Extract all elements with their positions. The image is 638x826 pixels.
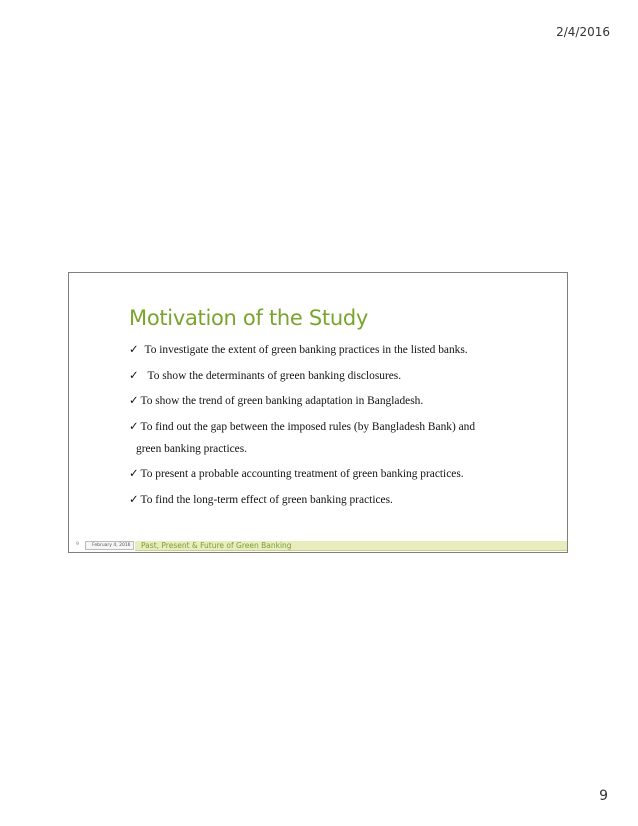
page-number: 9 — [599, 788, 608, 804]
bullet-text: To present a probable accounting treatment of green banking practices. — [140, 468, 464, 480]
bullet-item — [129, 369, 549, 384]
bullet-item — [129, 394, 549, 409]
slide-footer-title: Past, Present & Future of Green Banking — [135, 541, 567, 551]
bullet-item — [129, 467, 549, 482]
bullet-text-continuation: green banking practices. — [136, 442, 248, 455]
bullet-item — [129, 493, 549, 508]
page-date: 2/4/2016 — [556, 25, 610, 39]
bullet-text: To investigate the extent of green banking practices in the listed banks. — [144, 344, 468, 356]
checkmark-icon: ✓ — [129, 468, 139, 480]
slide-title: Motivation of the Study — [129, 306, 369, 330]
checkmark-icon: ✓ — [129, 344, 139, 356]
checkmark-icon: ✓ — [129, 493, 139, 506]
bullet-text: To show the determinants of green banking disclosures. — [147, 369, 402, 382]
slide-footer — [69, 541, 567, 552]
slide-footer-number: 9 — [76, 542, 79, 547]
checkmark-icon: ✓ — [129, 420, 139, 433]
checkmark-icon: ✓ — [129, 395, 139, 407]
bullet-text: To find out the gap between the imposed rules (by Bangladesh Bank) and — [140, 420, 476, 433]
bullet-item — [129, 343, 549, 358]
bullet-item — [129, 420, 549, 457]
slide-footer-date: February 4, 2016 — [85, 541, 134, 550]
bullet-text: To show the trend of green banking adaptation in Bangladesh. — [140, 395, 424, 407]
checkmark-icon: ✓ — [129, 369, 139, 382]
slide — [68, 272, 568, 553]
bullet-text: To find the long-term effect of green banking practices. — [140, 493, 393, 506]
bullet-list — [129, 343, 549, 518]
